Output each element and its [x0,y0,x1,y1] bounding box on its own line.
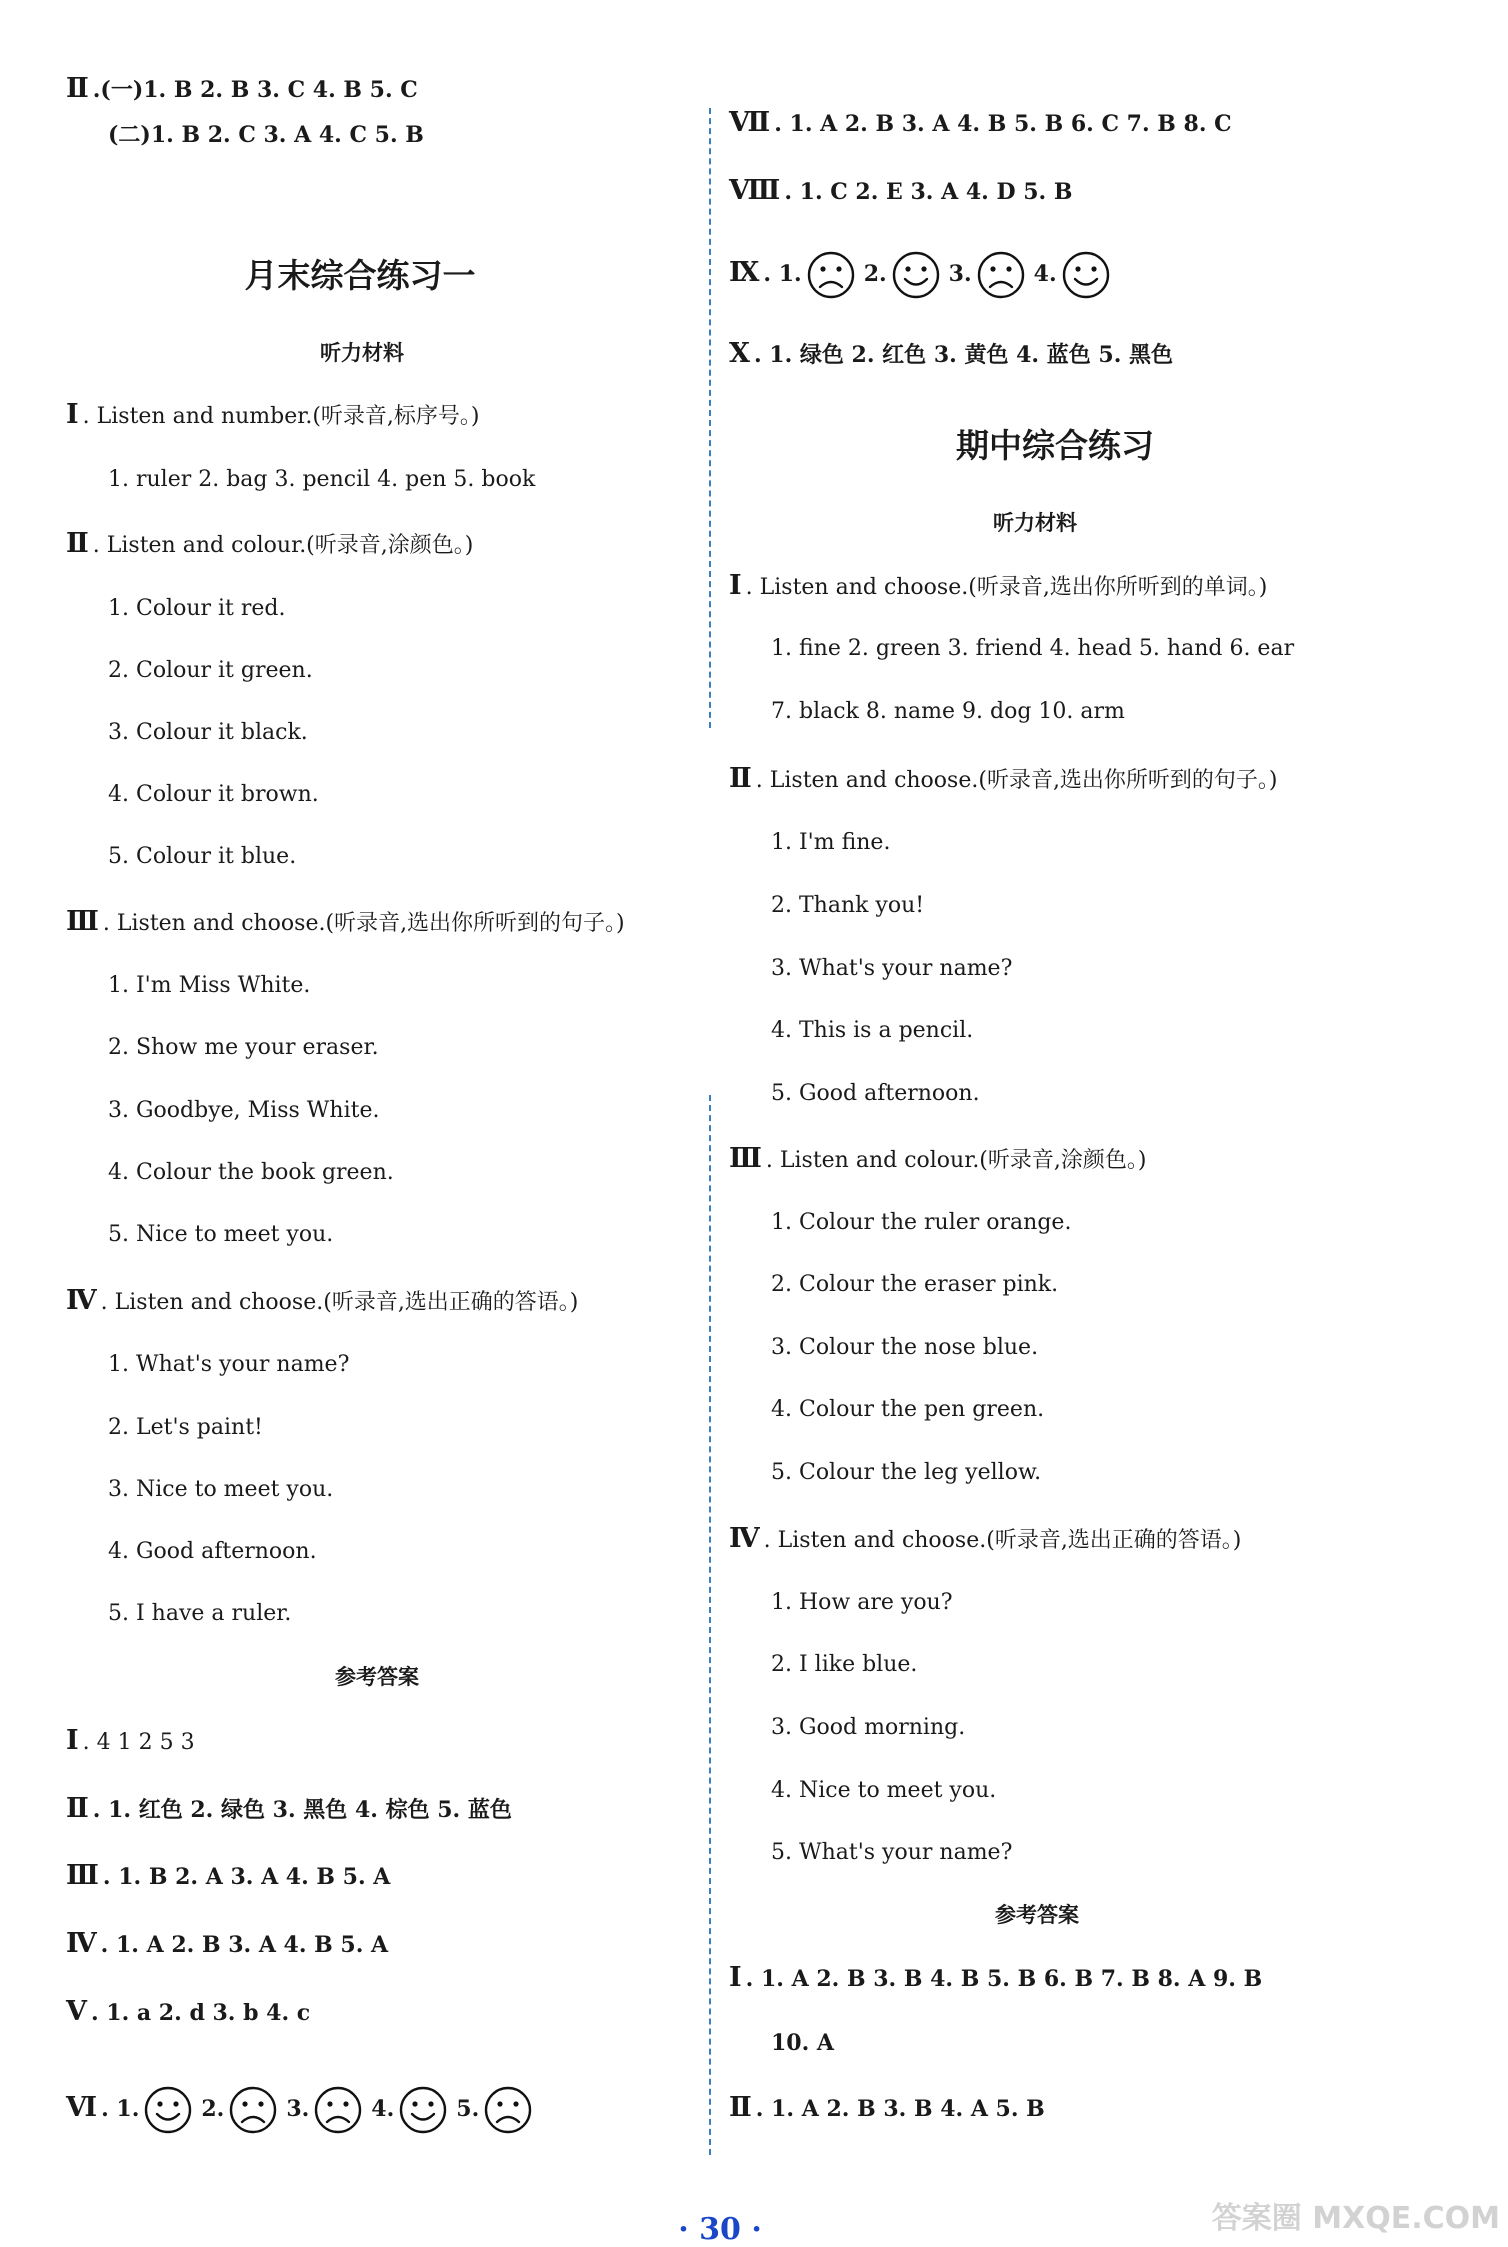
list-item: 1. ruler 2. bag 3. pencil 4. pen 5. book [108,467,536,492]
list-item: 1. How are you? [771,1590,953,1615]
list-item: 5. Colour it blue. [108,844,297,869]
list-item: 3. Nice to meet you. [108,1477,334,1502]
list-item: 1. I'm Miss White. [108,973,311,998]
answer-line: Ⅰ . 4 1 2 5 3 [66,1725,195,1756]
list-item: 1. I'm fine. [771,830,891,855]
column-divider [709,1095,711,2155]
faces-answer-row: Ⅵ . 1. 2. 3. 4. 5. [66,2080,541,2138]
sad-face-icon [806,250,856,300]
face-label: 2. [863,261,887,287]
list-item: 5. What's your name? [771,1840,1013,1865]
faces-container [763,262,1118,287]
list-item: 4. This is a pencil. [771,1018,974,1043]
answer-line: Ⅹ . 1. 绿色 2. 红色 3. 黄色 4. 蓝色 5. 黑色 [729,338,1174,369]
section-heading: Ⅰ . Listen and choose.(听录音,选出你所听到的单词。) [729,570,1268,601]
list-item: 2. Colour it green. [108,658,313,683]
happy-face-icon [398,2085,448,2135]
column-divider [709,108,711,728]
list-item: 1. fine 2. green 3. friend 4. head 5. hand 6. ear [771,636,1295,661]
happy-face-icon [1061,250,1111,300]
answer-line: Ⅰ . 1. A 2. B 3. B 4. B 5. B 6. B 7. B 8. A 9. B [729,1962,1263,1993]
list-item: 3. Colour it black. [108,720,308,745]
answer-line: Ⅱ .(一)1. B 2. B 3. C 4. B 5. C [66,73,418,104]
answer-line: Ⅲ . 1. B 2. A 3. A 4. B 5. A [66,1860,391,1891]
list-item: 2. Colour the eraser pink. [771,1272,1059,1297]
sad-face-icon [976,250,1026,300]
happy-face-icon [143,2085,193,2135]
face-label: . 1. [763,261,802,287]
answers-heading: 参考答案 [335,1665,419,1689]
list-item: 5. I have a ruler. [108,1601,292,1626]
list-item: 1. Colour it red. [108,596,286,621]
faces-container [101,2097,541,2122]
list-item: 2. Show me your eraser. [108,1035,379,1060]
list-item: 2. Let's paint! [108,1415,263,1440]
list-item: 2. Thank you! [771,893,925,918]
list-item: 4. Nice to meet you. [771,1778,997,1803]
list-item: 1. Colour the ruler orange. [771,1210,1072,1235]
section-heading: Ⅱ . Listen and choose.(听录音,选出你所听到的句子。) [729,763,1278,794]
answer-line: Ⅷ . 1. C 2. E 3. A 4. D 5. B [729,175,1073,206]
listening-heading: 听力材料 [320,341,404,365]
list-item: 5. Good afternoon. [771,1081,980,1106]
face-label: 4. [371,2096,395,2122]
answer-line: Ⅱ . 1. 红色 2. 绿色 3. 黑色 4. 棕色 5. 蓝色 [66,1793,512,1824]
face-label: 5. [456,2096,480,2122]
sad-face-icon [483,2085,533,2135]
list-item: 1. What's your name? [108,1352,350,1377]
list-item: 4. Colour the pen green. [771,1397,1045,1422]
section-heading: Ⅱ . Listen and colour.(听录音,涂颜色。) [66,528,474,559]
list-item: 2. I like blue. [771,1652,918,1677]
list-item: 3. What's your name? [771,956,1013,981]
face-label: 3. [948,261,972,287]
list-item: 3. Colour the nose blue. [771,1335,1039,1360]
faces-answer-row: Ⅸ . 1. 2. 3. 4. [729,245,1119,303]
section-heading: Ⅲ . Listen and colour.(听录音,涂颜色。) [729,1143,1147,1174]
happy-face-icon [891,250,941,300]
answer-line: (二)1. B 2. C 3. A 4. C 5. B [108,122,424,148]
face-label: . 1. [101,2096,140,2122]
list-item: 3. Good morning. [771,1715,966,1740]
watermark: 答案圈 MXQE.COM [1211,2201,1500,2236]
face-label: 3. [286,2096,310,2122]
face-label: 4. [1033,261,1057,287]
list-item: 7. black 8. name 9. dog 10. arm [771,699,1125,724]
section-heading: Ⅳ . Listen and choose.(听录音,选出正确的答语。) [66,1285,579,1316]
face-label: 2. [201,2096,225,2122]
list-item: 4. Colour the book green. [108,1160,394,1185]
answer-line: Ⅱ . 1. A 2. B 3. B 4. A 5. B [729,2092,1045,2123]
answer-line: 10. A [771,2030,835,2056]
list-item: 5. Nice to meet you. [108,1222,334,1247]
answer-line: Ⅳ . 1. A 2. B 3. A 4. B 5. A [66,1928,389,1959]
answer-line: Ⅴ . 1. a 2. d 3. b 4. c [66,1996,311,2027]
list-item: 3. Goodbye, Miss White. [108,1098,380,1123]
list-item: 4. Good afternoon. [108,1539,317,1564]
answer-line: Ⅶ . 1. A 2. B 3. A 4. B 5. B 6. C 7. B 8. C [729,107,1232,138]
section-title-midterm: 期中综合练习 [956,426,1154,465]
listening-heading: 听力材料 [993,511,1077,535]
list-item: 5. Colour the leg yellow. [771,1460,1042,1485]
section-heading: Ⅲ . Listen and choose.(听录音,选出你所听到的句子。) [66,906,625,937]
answers-heading: 参考答案 [995,1903,1079,1927]
list-item: 4. Colour it brown. [108,782,319,807]
page-number: · 30 · [678,2212,762,2247]
section-title-monthly: 月末综合练习一 [244,256,476,295]
section-heading: Ⅳ . Listen and choose.(听录音,选出正确的答语。) [729,1523,1242,1554]
section-heading: Ⅰ . Listen and number.(听录音,标序号。) [66,399,480,430]
sad-face-icon [228,2085,278,2135]
sad-face-icon [313,2085,363,2135]
